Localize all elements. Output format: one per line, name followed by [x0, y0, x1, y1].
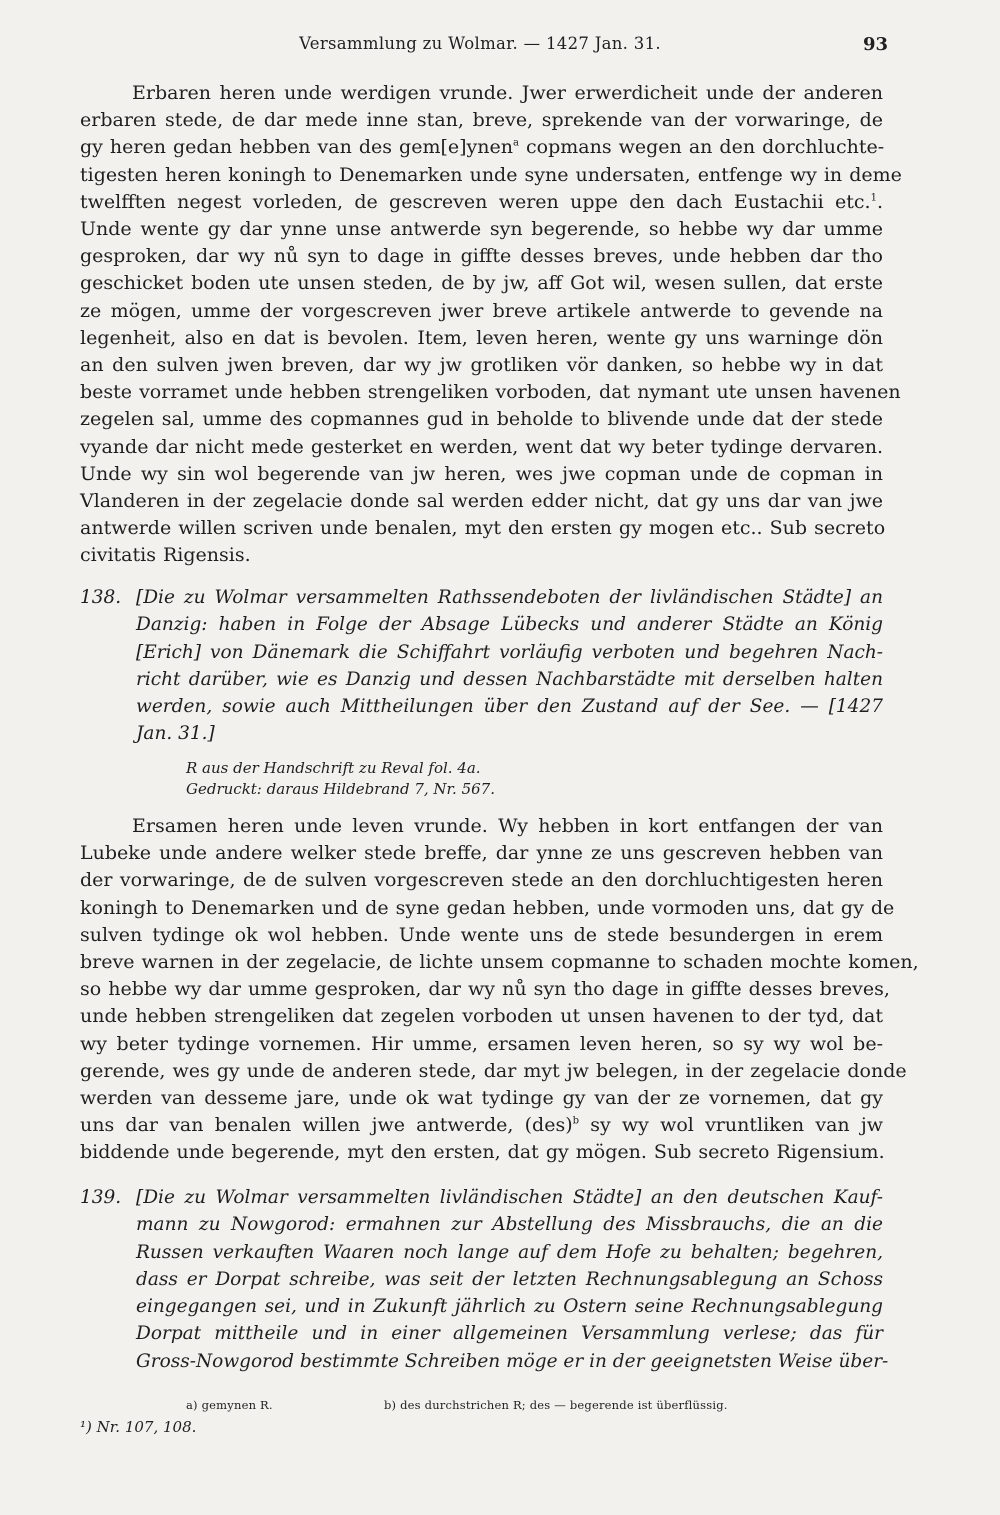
text-line: unde hebben strengeliken dat zegelen vorboden ut unsen havenen to der tyd, dat — [80, 1005, 883, 1028]
regest-line: werden, sowie auch Mittheilungen über den Zustand auf der See. — [1427 — [136, 696, 883, 718]
footnote-mark-b: b — [572, 1115, 580, 1127]
text-line: sulven tydinge ok wol hebben. Unde wente uns de stede besundergen in erem — [80, 923, 883, 946]
text-line: an den sulven jwen breven, dar wy jw grotliken vör danken, so hebbe wy in dat — [80, 354, 883, 377]
text-line: der vorwaringe, de de sulven vorgescreven stede an den dorchluchtigesten heren — [80, 869, 883, 892]
text-line: Erbaren heren unde werdigen vrunde. Jwer erwerdicheit unde der anderen — [132, 82, 883, 104]
regest-line: dass er Dorpat schreibe, was seit der letzten Rechnungsablegung an Schoss — [136, 1268, 883, 1290]
regest-line: eingegangen sei, und in Zukunft jährlich zu Ostern seine Rechnungsablegung — [136, 1296, 883, 1318]
footnote-b: b) des durchstrichen R; des — begerende ist überflüssig. — [384, 1398, 728, 1412]
text-line: gesproken, dar wy nů syn to dage in giffte desses breves, unde hebben dar tho — [80, 245, 883, 268]
text-line: Ersamen heren unde leven vrunde. Wy hebben in kort entfangen der van — [132, 815, 883, 837]
text-line: twelfften negest vorleden, de gescreven weren uppe den dach Eustachii etc.$^1$. — [80, 190, 883, 213]
text-line: biddende unde begerende, myt den ersten, dat gy mögen. Sub secreto Rigensium. — [80, 1141, 885, 1164]
text-line: beste vorramet unde hebben strengeliken vorboden, dat nymant ute unsen havenen — [80, 381, 901, 404]
text-line: gerende, wes gy unde de anderen stede, dar myt jw belegen, in der zegelacie donde — [80, 1059, 907, 1082]
entry-139-regest — [80, 1184, 889, 1375]
text-line: wy beter tydinge vornemen. Hir umme, ersamen leven heren, so sy wy wol be- — [80, 1032, 883, 1055]
footnote-a: a) gemynen R. — [186, 1398, 273, 1412]
text-line: tigesten heren koningh to Denemarken unde syne undersaten, entfenge wy in deme — [80, 163, 902, 186]
text-line: Unde wy sin wol begerende van jw heren, wes jwe copman unde de copman in — [80, 462, 883, 485]
source-note: Gedruckt: daraus Hildebrand 7, Nr. 567. — [186, 780, 495, 798]
text-line: zegelen sal, umme des copmannes gud in beholde to blivende unde dat der stede — [80, 408, 883, 431]
footnote-mark-1: 1 — [870, 192, 877, 204]
regest-line: Jan. 31.] — [136, 723, 215, 745]
text-line: Lubeke unde andere welker stede breffe, dar ynne ze uns gescreven hebben van — [80, 842, 883, 865]
text-line: ze mögen, umme der vorgescreven jwer breve artikele antwerde to gevende na — [80, 299, 883, 322]
text-line: civitatis Rigensis. — [80, 544, 251, 567]
regest-line: Gross-Nowgorod bestimmte Schreiben möge er in der geeignetsten Weise über- — [136, 1350, 889, 1372]
text-line: koningh to Denemarken und de syne gedan hebben, unde vormoden uns, dat gy de — [80, 896, 895, 919]
entry-138-regest — [80, 584, 883, 748]
regest-line: richt darüber, wie es Danzig und dessen Nachbarstädte mit derselben halten — [136, 668, 883, 690]
text-line: antwerde willen scriven unde benalen, myt den ersten gy mogen etc.. Sub secreto — [80, 517, 886, 540]
letter-2-text — [80, 813, 919, 1167]
entry-number: 138. — [80, 587, 122, 608]
regest-line: mann zu Nowgorod: ermahnen zur Abstellung des Missbrauchs, die an die — [136, 1214, 883, 1236]
regest-line: Danzig: haben in Folge der Absage Lübecks und anderer Städte an König — [136, 614, 883, 636]
text-line: breve warnen in der zegelacie, de lichte unsem copmanne to schaden mochte komen, — [80, 951, 919, 974]
text-line: uns dar van benalen willen jwe antwerde, (des)$^b$ sy wy wol vruntliken van jw — [80, 1114, 883, 1137]
footnote-mark-a: a — [513, 138, 519, 150]
text-line: legenheit, also en dat is bevolen. Item, leven heren, wente gy uns warninge dön — [80, 326, 883, 349]
text-line: Vlanderen in der zegelacie donde sal werden edder nicht, dat gy uns dar van jwe — [80, 490, 883, 513]
text-line: gy heren gedan hebben van des gem[e]ynen$^a$ copmans wegen an den dorchluchte- — [80, 136, 885, 159]
text-line: so hebbe wy dar umme gesproken, dar wy nů syn tho dage in giffte desses breves, — [80, 978, 890, 1001]
text-line: werden van desseme jare, unde ok wat tydinge gy van der ze vornemen, dat gy — [80, 1087, 883, 1110]
regest-line: Russen verkauften Waaren noch lange auf dem Hofe zu behalten; begehren, — [136, 1241, 883, 1263]
regest-line: [Die zu Wolmar versammelten Rathssendeboten der livländischen Städte] an — [136, 587, 883, 608]
text-line: Unde wente gy dar ynne unse antwerde syn begerende, so hebbe wy dar umme — [80, 218, 883, 241]
running-head: Versammlung zu Wolmar. — 1427 Jan. 31. — [299, 34, 661, 53]
text-line: geschicket boden ute unsen steden, de by jw, aff Got wil, wesen sullen, dat erste — [80, 272, 883, 295]
entry-number: 139. — [80, 1187, 122, 1208]
footnote-1: ¹) Nr. 107, 108. — [80, 1418, 197, 1436]
regest-line: [Die zu Wolmar versammelten livländischen Städte] an den deutschen Kauf- — [136, 1187, 883, 1208]
text-line: erbaren stede, de dar mede inne stan, breve, sprekende van der vorwaringe, de — [80, 109, 883, 132]
regest-line: Dorpat mittheile und in einer allgemeinen Versammlung verlese; das für — [136, 1323, 883, 1345]
source-note: R aus der Handschrift zu Reval fol. 4a. — [186, 759, 481, 777]
text-line: vyande dar nicht mede gesterket en werden, went dat wy beter tydinge dervaren. — [80, 435, 883, 458]
regest-line: [Erich] von Dänemark die Schiffahrt vorläufig verboten und begehren Nach- — [136, 641, 883, 663]
page-number: 93 — [862, 34, 888, 55]
letter-1-text — [80, 80, 902, 570]
